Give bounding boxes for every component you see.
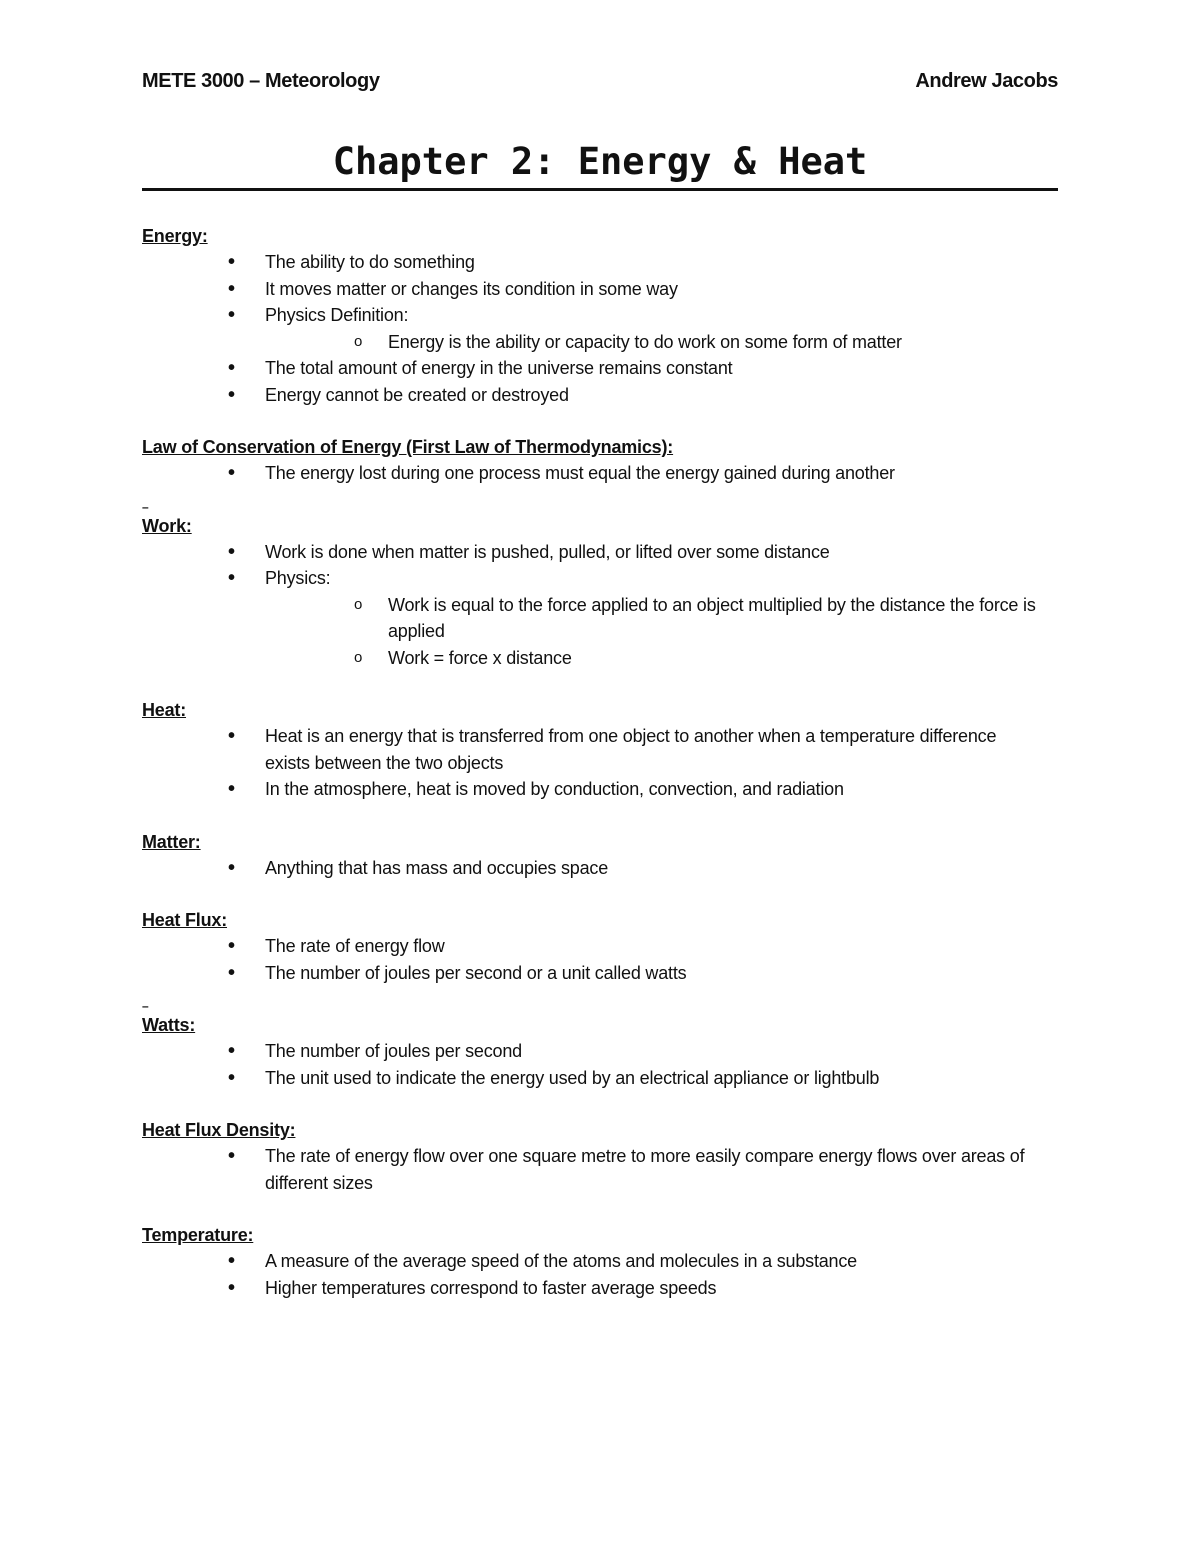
list-item bbox=[142, 723, 1058, 776]
sub-list bbox=[265, 329, 1058, 356]
sub-list-item bbox=[142, 645, 1058, 672]
list-item bbox=[142, 1065, 1058, 1092]
section-matter bbox=[142, 829, 1058, 882]
list-item bbox=[142, 565, 1058, 671]
list-item-text: The rate of energy flow over one square metre to more easily compare energy flows over areas of different sizes bbox=[265, 1146, 1025, 1193]
list-item-text: The number of joules per second or a unit called watts bbox=[265, 962, 687, 983]
bullet-list bbox=[142, 1038, 1058, 1091]
section-title: Heat Flux Density: bbox=[142, 1120, 296, 1140]
section-energy bbox=[142, 223, 1058, 408]
section-title: Law of Conservation of Energy (First Law of Thermodynamics): bbox=[142, 437, 674, 457]
sub-list bbox=[265, 592, 1058, 672]
section-heat-flux bbox=[142, 907, 1058, 986]
section-title: Work: bbox=[142, 515, 192, 536]
section-title: Temperature: bbox=[142, 1225, 254, 1245]
list-item-text: The energy lost during one process must equal the energy gained during another bbox=[265, 463, 895, 483]
bullet-list bbox=[142, 855, 1058, 882]
list-item-text: The number of joules per second bbox=[265, 1041, 522, 1061]
bullet-list bbox=[142, 460, 1058, 487]
stray-mark: – bbox=[142, 999, 149, 1013]
bullet-list bbox=[142, 933, 1058, 986]
list-item bbox=[142, 1275, 1058, 1302]
section-work bbox=[142, 501, 1058, 672]
list-item bbox=[142, 276, 1058, 303]
list-item bbox=[142, 776, 1058, 803]
list-item-text: A measure of the average speed of the atoms and molecules in a substance bbox=[265, 1251, 857, 1271]
document-page bbox=[142, 70, 1058, 1327]
author-name: Andrew Jacobs bbox=[915, 70, 1058, 92]
list-item-text: In the atmosphere, heat is moved by conduction, convection, and radiation bbox=[265, 779, 844, 799]
list-item-text: Work = force x distance bbox=[388, 647, 572, 668]
section-watts bbox=[142, 1000, 1058, 1091]
list-item bbox=[142, 355, 1058, 382]
page-title: Chapter 2: Energy & Heat bbox=[142, 140, 1058, 191]
section-title: Heat Flux: bbox=[142, 910, 228, 930]
list-item-text: The ability to do something bbox=[265, 252, 475, 272]
list-item-text: Higher temperatures correspond to faster average speeds bbox=[265, 1277, 717, 1298]
list-item-text: Heat is an energy that is transferred from one object to another when a temperature difference exists between the two objects bbox=[265, 726, 997, 773]
list-item-text: Energy is the ability or capacity to do work on some form of matter bbox=[388, 331, 902, 352]
list-item bbox=[142, 539, 1058, 566]
sub-list-item bbox=[142, 329, 1058, 356]
list-item-text: Physics: bbox=[265, 568, 331, 588]
section-conservation bbox=[142, 434, 1058, 487]
bullet-list bbox=[142, 249, 1058, 408]
list-item bbox=[142, 1038, 1058, 1065]
section-temperature bbox=[142, 1222, 1058, 1301]
bullet-list bbox=[142, 1143, 1058, 1196]
list-item-text: Work is equal to the force applied to an object multiplied by the distance the force is applied bbox=[388, 594, 1036, 641]
list-item-text: The total amount of energy in the universe remains constant bbox=[265, 358, 733, 378]
list-item bbox=[142, 1143, 1058, 1196]
list-item bbox=[142, 460, 1058, 487]
list-item bbox=[142, 960, 1058, 987]
list-item bbox=[142, 1248, 1058, 1275]
course-name: METE 3000 – Meteorology bbox=[142, 70, 380, 92]
list-item-text: Physics Definition: bbox=[265, 305, 409, 325]
section-title: Watts: bbox=[142, 1015, 196, 1035]
bullet-list bbox=[142, 539, 1058, 672]
list-item-text: Energy cannot be created or destroyed bbox=[265, 384, 569, 405]
list-item-text: The unit used to indicate the energy used by an electrical appliance or lightbulb bbox=[265, 1067, 880, 1088]
list-item bbox=[142, 933, 1058, 960]
section-heat bbox=[142, 697, 1058, 803]
list-item-text: The rate of energy flow bbox=[265, 936, 445, 956]
section-title: Energy: bbox=[142, 226, 208, 246]
list-item-text: Work is done when matter is pushed, pulled, or lifted over some distance bbox=[265, 541, 830, 562]
bullet-list bbox=[142, 723, 1058, 803]
list-item-text: Anything that has mass and occupies space bbox=[265, 857, 609, 878]
notes-content bbox=[142, 223, 1058, 1301]
list-item-text: It moves matter or changes its condition in some way bbox=[265, 278, 678, 299]
sub-list-item bbox=[142, 592, 1058, 645]
section-title: Heat: bbox=[142, 700, 187, 720]
list-item bbox=[142, 302, 1058, 355]
bullet-list bbox=[142, 1248, 1058, 1301]
page-header bbox=[142, 70, 1058, 100]
list-item bbox=[142, 855, 1058, 882]
section-title: Matter: bbox=[142, 831, 201, 852]
section-heat-flux-density bbox=[142, 1117, 1058, 1196]
list-item bbox=[142, 382, 1058, 409]
list-item bbox=[142, 249, 1058, 276]
stray-mark: – bbox=[142, 499, 149, 514]
